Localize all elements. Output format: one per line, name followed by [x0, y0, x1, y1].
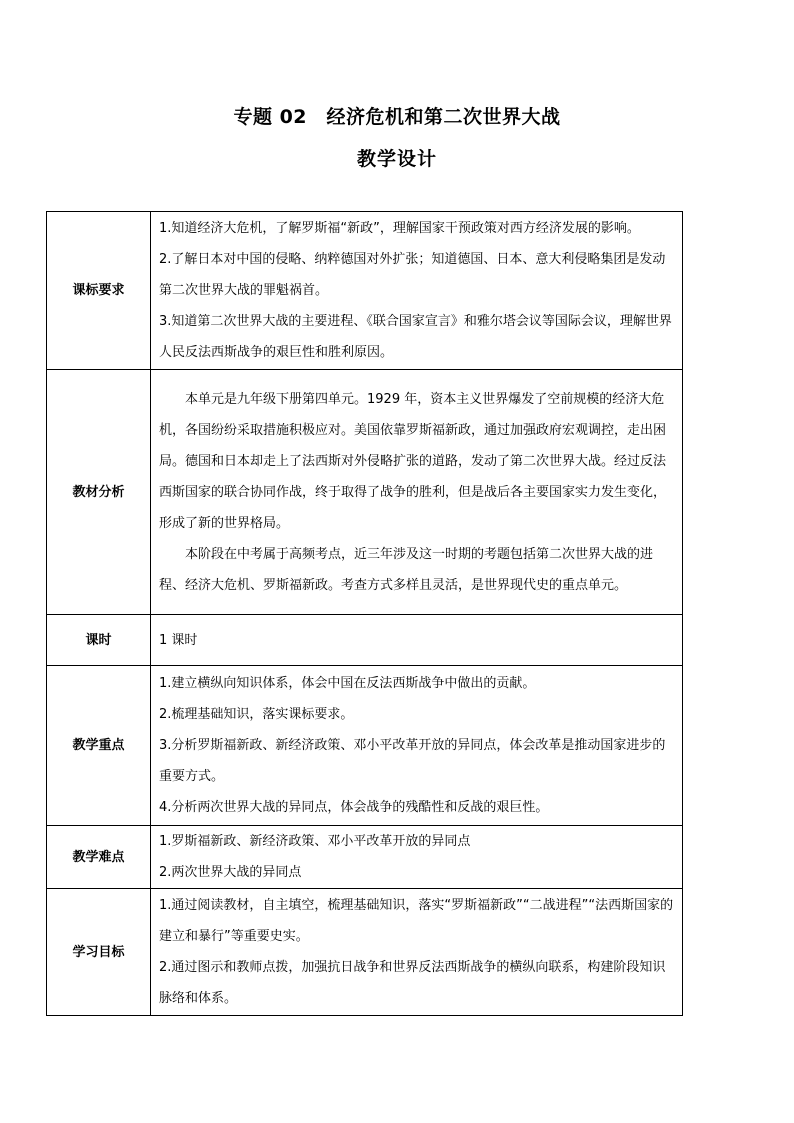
table-row-teaching-key-points	[47, 666, 683, 826]
table-row-class-hours	[47, 615, 683, 666]
row-label: 教材分析	[47, 370, 151, 615]
content-paragraph: 4.分析两次世界大战的异同点，体会战争的残酷性和反战的艰巨性。	[159, 800, 549, 815]
content-paragraph: 3.分析罗斯福新政、新经济政策、邓小平改革开放的异同点，体会改革是推动国家进步的重要方式。	[159, 738, 666, 784]
table-row-curriculum-requirements	[47, 212, 683, 370]
row-label: 教学重点	[47, 666, 151, 826]
table-row-teaching-difficulties	[47, 826, 683, 889]
row-content	[151, 370, 683, 615]
content-paragraph: 1 课时	[159, 632, 198, 648]
content-paragraph: 3.知道第二次世界大战的主要进程、《联合国家宣言》和雅尔塔会议等国际会议，理解世界人民反法西斯战争的艰巨性和胜利原因。	[159, 314, 672, 360]
content-paragraph: 2.梳理基础知识，落实课标要求。	[159, 707, 354, 722]
content-paragraph: 2.通过图示和教师点拨，加强抗日战争和世界反法西斯战争的横纵向联系，构建阶段知识脉络和体系。	[159, 960, 666, 1006]
content-paragraph: 2.两次世界大战的异同点	[159, 865, 302, 880]
row-content	[151, 666, 683, 826]
content-paragraph: 1.建立横纵向知识体系，体会中国在反法西斯战争中做出的贡献。	[159, 676, 536, 691]
row-content	[151, 615, 683, 666]
content-paragraph: 1.知道经济大危机，了解罗斯福“新政”，理解国家干预政策对西方经济发展的影响。	[159, 221, 640, 236]
row-label: 学习目标	[47, 889, 151, 1016]
content-paragraph: 2.了解日本对中国的侵略、纳粹德国对外扩张；知道德国、日本、意大利侵略集团是发动第二次世界大战的罪魁祸首。	[159, 252, 666, 298]
row-content	[151, 889, 683, 1016]
row-content	[151, 826, 683, 889]
page-subtitle: 教学设计	[356, 148, 437, 170]
table-row-learning-objectives	[47, 889, 683, 1016]
page-title: 专题 02 经济危机和第二次世界大战	[233, 106, 561, 128]
row-label: 课标要求	[47, 212, 151, 370]
row-label: 教学难点	[47, 826, 151, 889]
content-paragraph: 1.通过阅读教材，自主填空，梳理基础知识，落实“罗斯福新政”“二战进程”“法西斯国家的建立和暴行”等重要史实。	[159, 898, 674, 944]
row-content	[151, 212, 683, 370]
content-paragraph: 本单元是九年级下册第四单元。1929 年，资本主义世界爆发了空前规模的经济大危机，各国纷纷采取措施积极应对。美国依靠罗斯福新政，通过加强政府宏观调控，走出困局。德国和日本却走上了法西斯对外侵略扩张的道路，发动了第二次世界大战。经过反法西斯国家的联合协同作战，终于取得了战争的胜利，但是战后各主要国家实力发生变化，形成了新的世界格局。	[159, 391, 667, 531]
teaching-design-table	[46, 211, 683, 1016]
content-paragraph: 1.罗斯福新政、新经济政策、邓小平改革开放的异同点	[159, 834, 471, 849]
content-paragraph: 本阶段在中考属于高频考点，近三年涉及这一时期的考题包括第二次世界大战的进程、经济大危机、罗斯福新政。考查方式多样且灵活，是世界现代史的重点单元。	[159, 546, 654, 593]
table-row-textbook-analysis	[47, 370, 683, 615]
row-label: 课时	[47, 615, 151, 666]
